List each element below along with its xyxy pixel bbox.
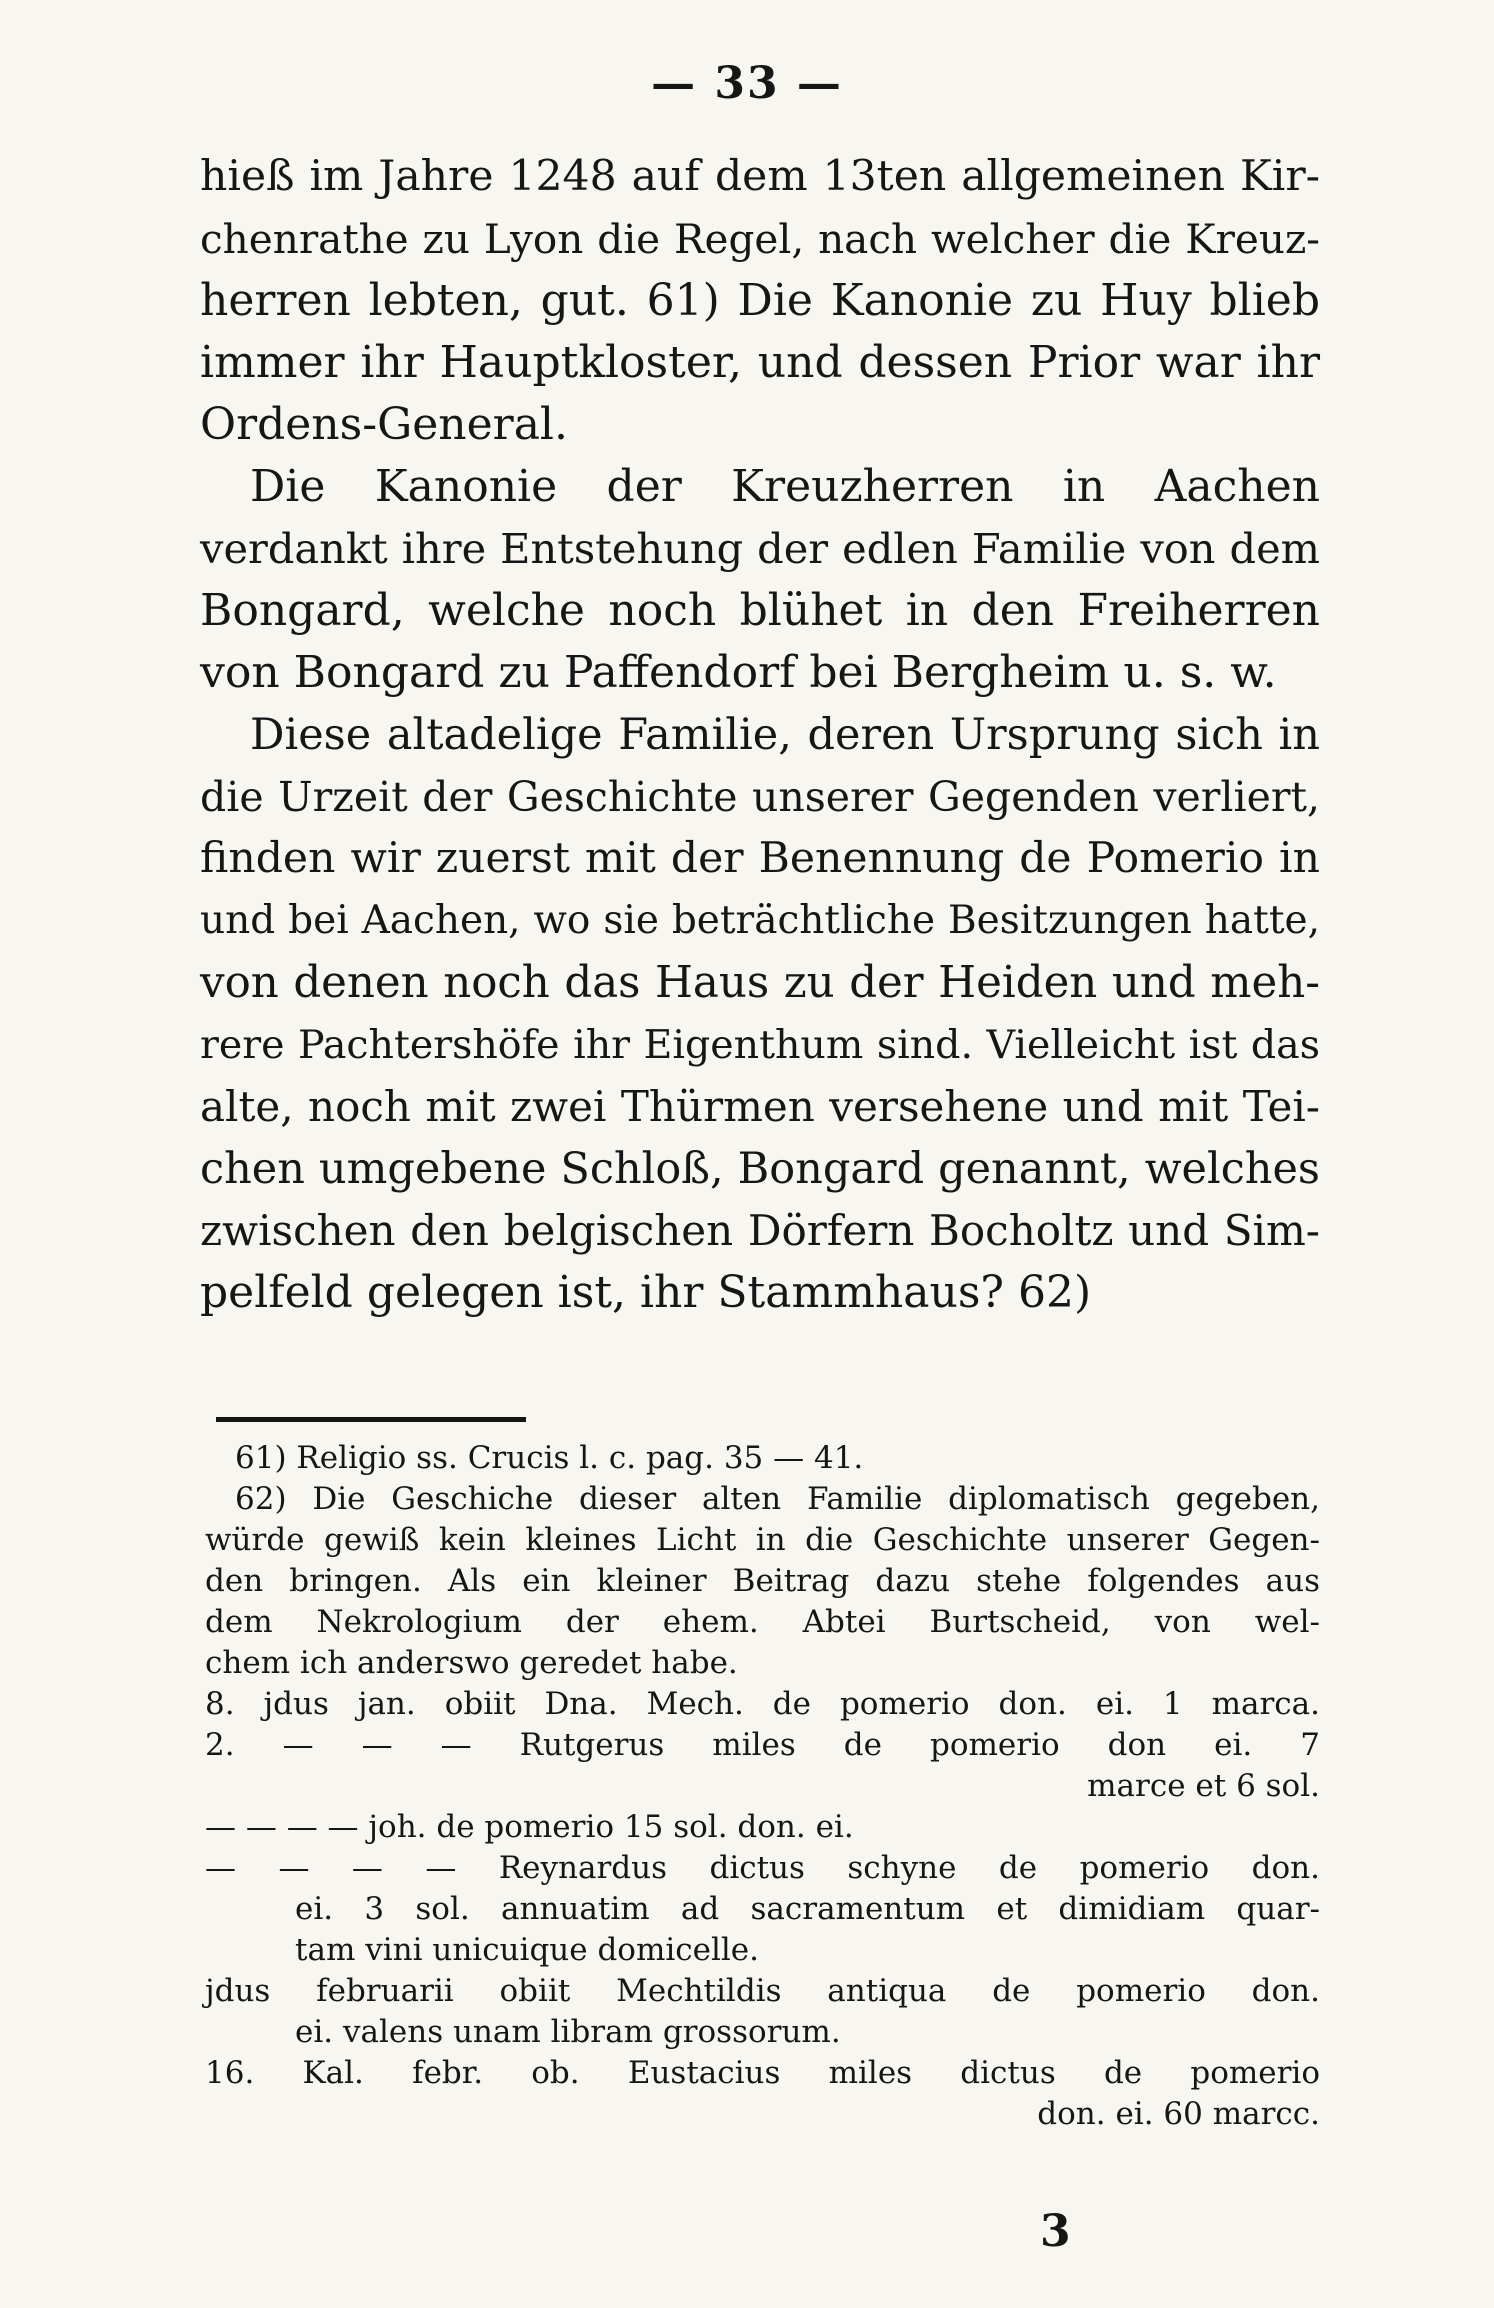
footnote-line: tam vini unicuique domicelle. <box>295 1932 760 1968</box>
footnote-line: chem ich anderswo geredet habe. <box>205 1645 738 1681</box>
footnote-separator-rule <box>216 1417 526 1422</box>
text-line: chenrathe zu Lyon die Regel, nach welcher die Kreuz- <box>200 215 1320 263</box>
text-line: von denen noch das Haus zu der Heiden und meh- <box>200 958 1320 1008</box>
footnote-line: — — — — Reynardus dictus schyne de pomerio don. <box>205 1850 1320 1886</box>
footnote-line: — — — — joh. de pomerio 15 sol. don. ei. <box>205 1809 854 1845</box>
signature-mark: 3 <box>1040 2206 1071 2257</box>
footnote-line: don. ei. 60 marcc. <box>1037 2096 1320 2132</box>
footnote-line: 61) Religio ss. Crucis l. c. pag. 35 — 41. <box>235 1440 864 1476</box>
page-number: — 33 — <box>651 58 843 109</box>
text-line: alte, noch mit zwei Thürmen versehene und mit Tei- <box>200 1082 1320 1131</box>
text-line: und bei Aachen, wo sie beträchtliche Besitzungen hatte, <box>200 898 1320 943</box>
text-line: Diese altadelige Familie, deren Ursprung sich in <box>250 710 1320 760</box>
text-line: verdankt ihre Entstehung der edlen Familie von dem <box>200 524 1320 573</box>
text-line: pelfeld gelegen ist, ihr Stammhaus? 62) <box>200 1267 1092 1318</box>
text-line: rere Pachtershöfe ihr Eigenthum sind. Vielleicht ist das <box>200 1022 1320 1068</box>
footnote-line: dem Nekrologium der ehem. Abtei Burtscheid, von wel- <box>205 1604 1320 1640</box>
footnote-line: jdus februarii obiit Mechtildis antiqua de pomerio don. <box>205 1973 1320 2009</box>
text-line: chen umgebene Schloß, Bongard genannt, welches <box>200 1144 1320 1194</box>
footnote-line: 62) Die Geschiche dieser alten Familie diplomatisch gegeben, <box>235 1481 1320 1517</box>
text-line: Ordens-General. <box>200 399 568 450</box>
footnote-line: 16. Kal. febr. ob. Eustacius miles dictus de pomerio <box>205 2055 1320 2091</box>
text-line: herren lebten, gut. 61) Die Kanonie zu Huy blieb <box>200 275 1320 326</box>
footnote-line: den bringen. Als ein kleiner Beitrag dazu stehe folgendes aus <box>205 1563 1320 1599</box>
text-line: die Urzeit der Geschichte unserer Gegenden verliert, <box>200 773 1320 821</box>
text-line: finden wir zuerst mit der Benennung de Pomerio in <box>200 834 1320 883</box>
text-line: von Bongard zu Paffendorf bei Bergheim u. s. w. <box>200 647 1277 698</box>
main-text <box>200 146 1320 1324</box>
text-line: Die Kanonie der Kreuzherren in Aachen <box>250 461 1320 512</box>
text-line: hieß im Jahre 1248 auf dem 13ten allgemeinen Kir- <box>200 152 1320 201</box>
footnote-line: marce et 6 sol. <box>1087 1768 1320 1804</box>
footnote-line: 2. — — — Rutgerus miles de pomerio don ei. 7 <box>205 1727 1320 1763</box>
footnote-line: ei. 3 sol. annuatim ad sacramentum et dimidiam quar- <box>295 1891 1320 1927</box>
text-line: zwischen den belgischen Dörfern Bocholtz und Sim- <box>200 1206 1320 1255</box>
footnote-line: würde gewiß kein kleines Licht in die Geschichte unserer Gegen- <box>205 1522 1320 1558</box>
text-line: Bongard, welche noch blühet in den Freiherren <box>200 585 1320 636</box>
footnote-line: ei. valens unam libram grossorum. <box>295 2014 841 2050</box>
text-line: immer ihr Hauptkloster, und dessen Prior war ihr <box>200 337 1320 388</box>
footnotes <box>205 1438 1320 2135</box>
footnote-line: 8. jdus jan. obiit Dna. Mech. de pomerio don. ei. 1 marca. <box>205 1686 1320 1722</box>
